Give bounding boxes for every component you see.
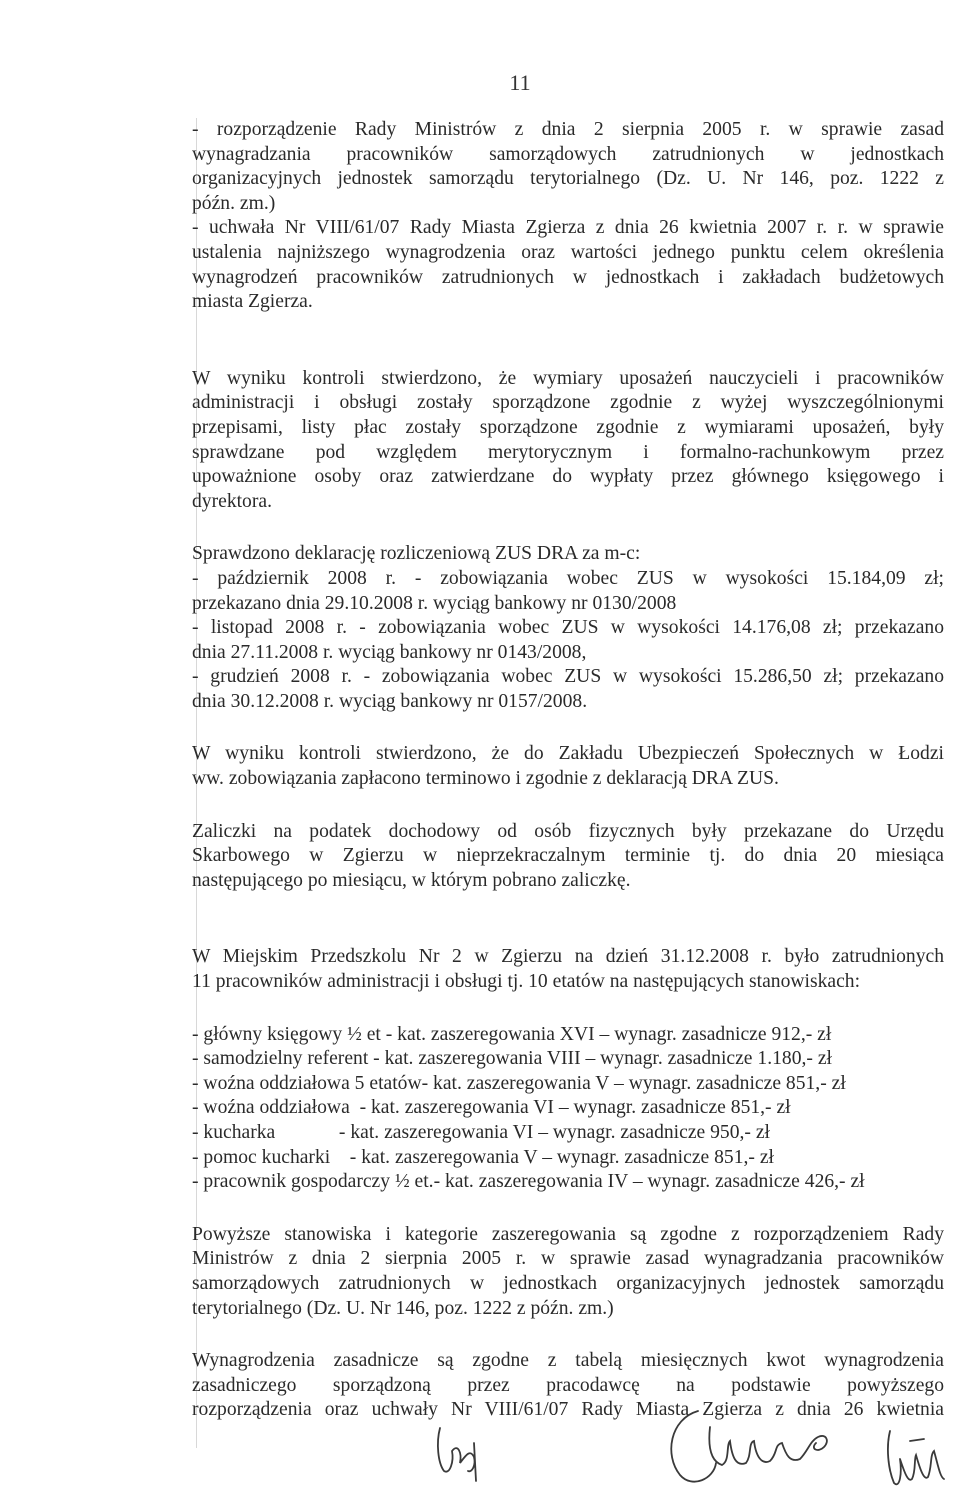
text-line: wynagrodzeń pracowników zatrudnionych w jednostkach i zakładach budżetowych (192, 266, 944, 288)
text-line: - rozporządzenie Rady Ministrów z dnia 2 sierpnia 2005 r. w sprawie zasad (192, 119, 944, 140)
zus-declaration-paragraph (192, 542, 944, 714)
text-line: przekazano dnia 29.10.2008 r. wyciąg bankowy nr 0130/2008 (192, 592, 677, 614)
text-line: W wyniku kontroli stwierdzono, że do Zakładu Ubezpieczeń Społecznych w Łodzi (192, 743, 944, 765)
text-line: miasta Zgierza. (192, 291, 313, 313)
text-line: samorządowych zatrudnionych w jednostkach organizacyjnych jednostek samorządu (192, 1272, 944, 1294)
text-line: - październik 2008 r. - zobowiązania wobec ZUS w wysokości 15.184,09 zł; (192, 567, 944, 589)
text-line: rozporządzenia oraz uchwały Nr VIII/61/07 Rady Miasta Zgierza z dnia 26 kwietnia (192, 1399, 944, 1421)
text-line: dnia 27.11.2008 r. wyciąg bankowy nr 0143/2008, (192, 641, 587, 663)
list-item: - woźna oddziałowa - kat. zaszeregowania VI – wynagr. zasadnicze 851,- zł (192, 1097, 791, 1119)
tax-advance-paragraph (192, 820, 944, 894)
text-line: dyrektora. (192, 490, 272, 512)
text-line: administracji i obsługi zostały sporządzone zgodnie z wyżej wyszczególnionymi (192, 392, 944, 414)
text-line: Powyższe stanowiska i kategorie zaszeregowania są zgodne z rozporządzeniem Rady (192, 1223, 944, 1245)
signature-icon (430, 1413, 490, 1483)
list-item: - kucharka - kat. zaszeregowania VI – wynagr. zasadnicze 950,- zł (192, 1122, 770, 1143)
signatures-area (0, 1405, 960, 1494)
list-item: - pracownik gospodarczy ½ et.- kat. zaszeregowania IV – wynagr. zasadnicze 426,- zł (192, 1171, 865, 1193)
text-line: - grudzień 2008 r. - zobowiązania wobec ZUS w wysokości 15.286,50 zł; przekazano (192, 666, 944, 688)
text-line: wynagradzania pracowników samorządowych zatrudnionych w jednostkach (192, 143, 944, 165)
text-line: - uchwała Nr VIII/61/07 Rady Miasta Zgierza z dnia 26 kwietnia 2007 r. r. w sprawie (192, 217, 944, 239)
text-line: W Miejskim Przedszkolu Nr 2 w Zgierzu na dzień 31.12.2008 r. było zatrudnionych (192, 946, 944, 968)
text-line: dnia 30.12.2008 r. wyciąg bankowy nr 0157/2008. (192, 690, 588, 712)
text-line: Ministrów z dnia 2 sierpnia 2005 r. w sprawie zasad wynagradzania pracowników (192, 1248, 944, 1270)
zus-conclusion-paragraph (192, 742, 944, 791)
text-line: zasadniczego sporządzoną przez pracodawcę na podstawie powyższego (192, 1374, 944, 1396)
initials-signature-1 (430, 1413, 490, 1483)
text-line: ww. zobowiązania zapłacono terminowo i zgodnie z deklaracją DRA ZUS. (192, 768, 779, 790)
text-line: Wynagrodzenia zasadnicze są zgodne z tabelą miesięcznych kwot wynagrodzenia (192, 1350, 944, 1372)
text-line: ustalenia najniższego wynagrodzenia oraz wartości jednego punktu celem określenia (192, 241, 944, 263)
salary-control-paragraph (192, 367, 944, 515)
signature-icon (880, 1411, 954, 1493)
list-item: - główny księgowy ½ et - kat. zaszeregowania XVI – wynagr. zasadnicze 912,- zł (192, 1023, 832, 1045)
signature-icon (660, 1405, 860, 1491)
text-line: Skarbowego w Zgierzu w nieprzekraczalnym terminie tj. do dnia 20 miesiąca (192, 845, 944, 867)
list-item: - woźna oddziałowa 5 etatów- kat. zaszeregowania V – wynagr. zasadnicze 851,- zł (192, 1072, 846, 1094)
text-line: Zaliczki na podatek dochodowy od osób fizycznych były przekazane do Urzędu (192, 820, 944, 842)
staffing-paragraph (192, 945, 944, 994)
list-item: - samodzielny referent - kat. zaszeregowania VIII – wynagr. zasadnicze 1.180,- zł (192, 1048, 832, 1070)
text-line: organizacyjnych jednostek samorządu terytorialnego (Dz. U. Nr 146, poz. 1222 z (192, 168, 944, 190)
classification-paragraph (192, 1223, 944, 1321)
text-line: późn. zm.) (192, 192, 276, 214)
text-line: upoważnione osoby oraz zatwierdzane do wypłaty przez głównego księgowego i (192, 466, 944, 488)
text-line: następującego po miesiącu, w którym pobrano zaliczkę. (192, 869, 631, 891)
text-line: przepisami, listy płac zostały sporządzone zgodnie z wymiarami uposażeń, były (192, 416, 944, 438)
text-line: W wyniku kontroli stwierdzono, że wymiary uposażeń nauczycieli i pracowników (192, 367, 944, 389)
initials-signature-2 (880, 1411, 954, 1493)
text-line: sprawdzane pod względem merytorycznym i formalno-rachunkowym przez (192, 441, 944, 463)
page-number: 11 (509, 70, 531, 95)
positions-list (192, 1023, 944, 1195)
legal-basis-paragraph (192, 118, 944, 315)
main-signature (660, 1405, 860, 1491)
text-line: terytorialnego (Dz. U. Nr 146, poz. 1222 z późn. zm.) (192, 1297, 614, 1319)
list-item: - pomoc kucharki - kat. zaszeregowania V – wynagr. zasadnicze 851,- zł (192, 1146, 774, 1168)
text-line: 11 pracowników administracji i obsługi tj. 10 etatów na następujących stanowiskach: (192, 971, 861, 993)
text-line: Sprawdzono deklarację rozliczeniową ZUS DRA za m-c: (192, 543, 641, 565)
text-line: - listopad 2008 r. - zobowiązania wobec ZUS w wysokości 14.176,08 zł; przekazano (192, 617, 944, 639)
document-body (192, 118, 944, 1423)
